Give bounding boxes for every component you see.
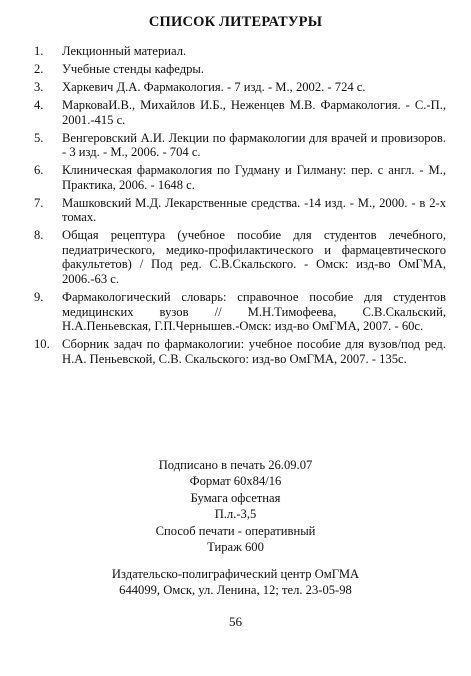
- reference-text: Харкевич Д.А. Фармакология. - 7 изд. - М., 2002. - 724 с.: [62, 79, 366, 94]
- publisher-address: 644099, Омск, ул. Ленина, 12; тел. 23-05-98: [119, 583, 352, 598]
- reference-text: Машковский М.Д. Лекарственные средства. -14 изд. - М., 2000. - в 2-х томах.: [62, 195, 446, 225]
- reference-item-9: [34, 290, 446, 334]
- reference-item-1: [34, 44, 446, 59]
- publisher-name: Издательско-полиграфический центр ОмГМА: [111, 567, 360, 581]
- reference-item-7: [34, 196, 446, 225]
- imprint-circulation: Тираж 600: [207, 540, 264, 555]
- imprint-format: Формат 60x84/16: [189, 474, 282, 489]
- reference-item-10: [34, 337, 446, 366]
- page-title: СПИСОК ЛИТЕРАТУРЫ: [148, 14, 323, 30]
- imprint-block: [0, 457, 471, 555]
- reference-item-4: [34, 98, 446, 127]
- reference-number: 1.: [34, 44, 44, 58]
- imprint-print-method: Способ печати - оперативный: [155, 523, 316, 538]
- reference-number: 5.: [34, 130, 44, 145]
- imprint-sheets: П.л.-3,5: [214, 507, 257, 522]
- reference-number: 10.: [34, 337, 50, 352]
- reference-text: Лекционный материал.: [62, 44, 187, 58]
- imprint-signed: Подписано в печать 26.09.07: [158, 458, 313, 472]
- reference-item-2: [34, 62, 446, 77]
- reference-text: Фармакологический словарь: справочное пособие для студентов медицинских вузов // М.Н.Тимофеева, С.В.Скальский, Н.А.Пеньевская, Г.П.Чернышев.-Омск: изд-во ОмГМА, 2007. - 60с.: [62, 290, 446, 334]
- reference-text: Общая рецептура (учебное пособие для студентов лечебного, педиатрического, медико-профилактического и фармацевтического факультетов) / Под ред. С.В.Скальского. - Омск: изд-во ОмГМА, 2006.-63 с.: [62, 228, 446, 287]
- reference-number: 9.: [34, 290, 44, 305]
- publisher-block: [0, 566, 471, 599]
- reference-item-5: [34, 131, 446, 160]
- reference-item-3: [34, 80, 446, 95]
- reference-number: 8.: [34, 228, 44, 243]
- reference-number: 6.: [34, 163, 44, 178]
- imprint-paper: Бумага офсетная: [190, 490, 281, 505]
- reference-list: [34, 44, 446, 370]
- reference-item-8: [34, 228, 446, 286]
- reference-number: 7.: [34, 195, 44, 210]
- page-number: 56: [229, 614, 242, 629]
- reference-text: Учебные стенды кафедры.: [62, 61, 205, 76]
- reference-text: МарковаИ.В., Михайлов И.Б., Неженцев М.В. Фармакология. - С.-П., 2001.-415 с.: [62, 97, 446, 127]
- reference-text: Сборник задач по фармакологии: учебное пособие для вузов/под ред. Н.А. Пеньевской, С.В. Скальского: изд-во ОмГМА, 2007. - 135с.: [62, 337, 446, 366]
- reference-number: 4.: [34, 97, 44, 112]
- reference-text: Клиническая фармакология по Гудману и Гилману: пер. с англ. - М., Практика, 2006. - 1648 с.: [62, 163, 446, 192]
- reference-item-6: [34, 163, 446, 192]
- reference-text: Венгеровский А.И. Лекции по фармакологии для врачей и провизоров. - 3 изд. - М., 2006. - 704 с.: [62, 130, 446, 160]
- reference-number: 2.: [34, 61, 44, 76]
- reference-number: 3.: [34, 79, 44, 94]
